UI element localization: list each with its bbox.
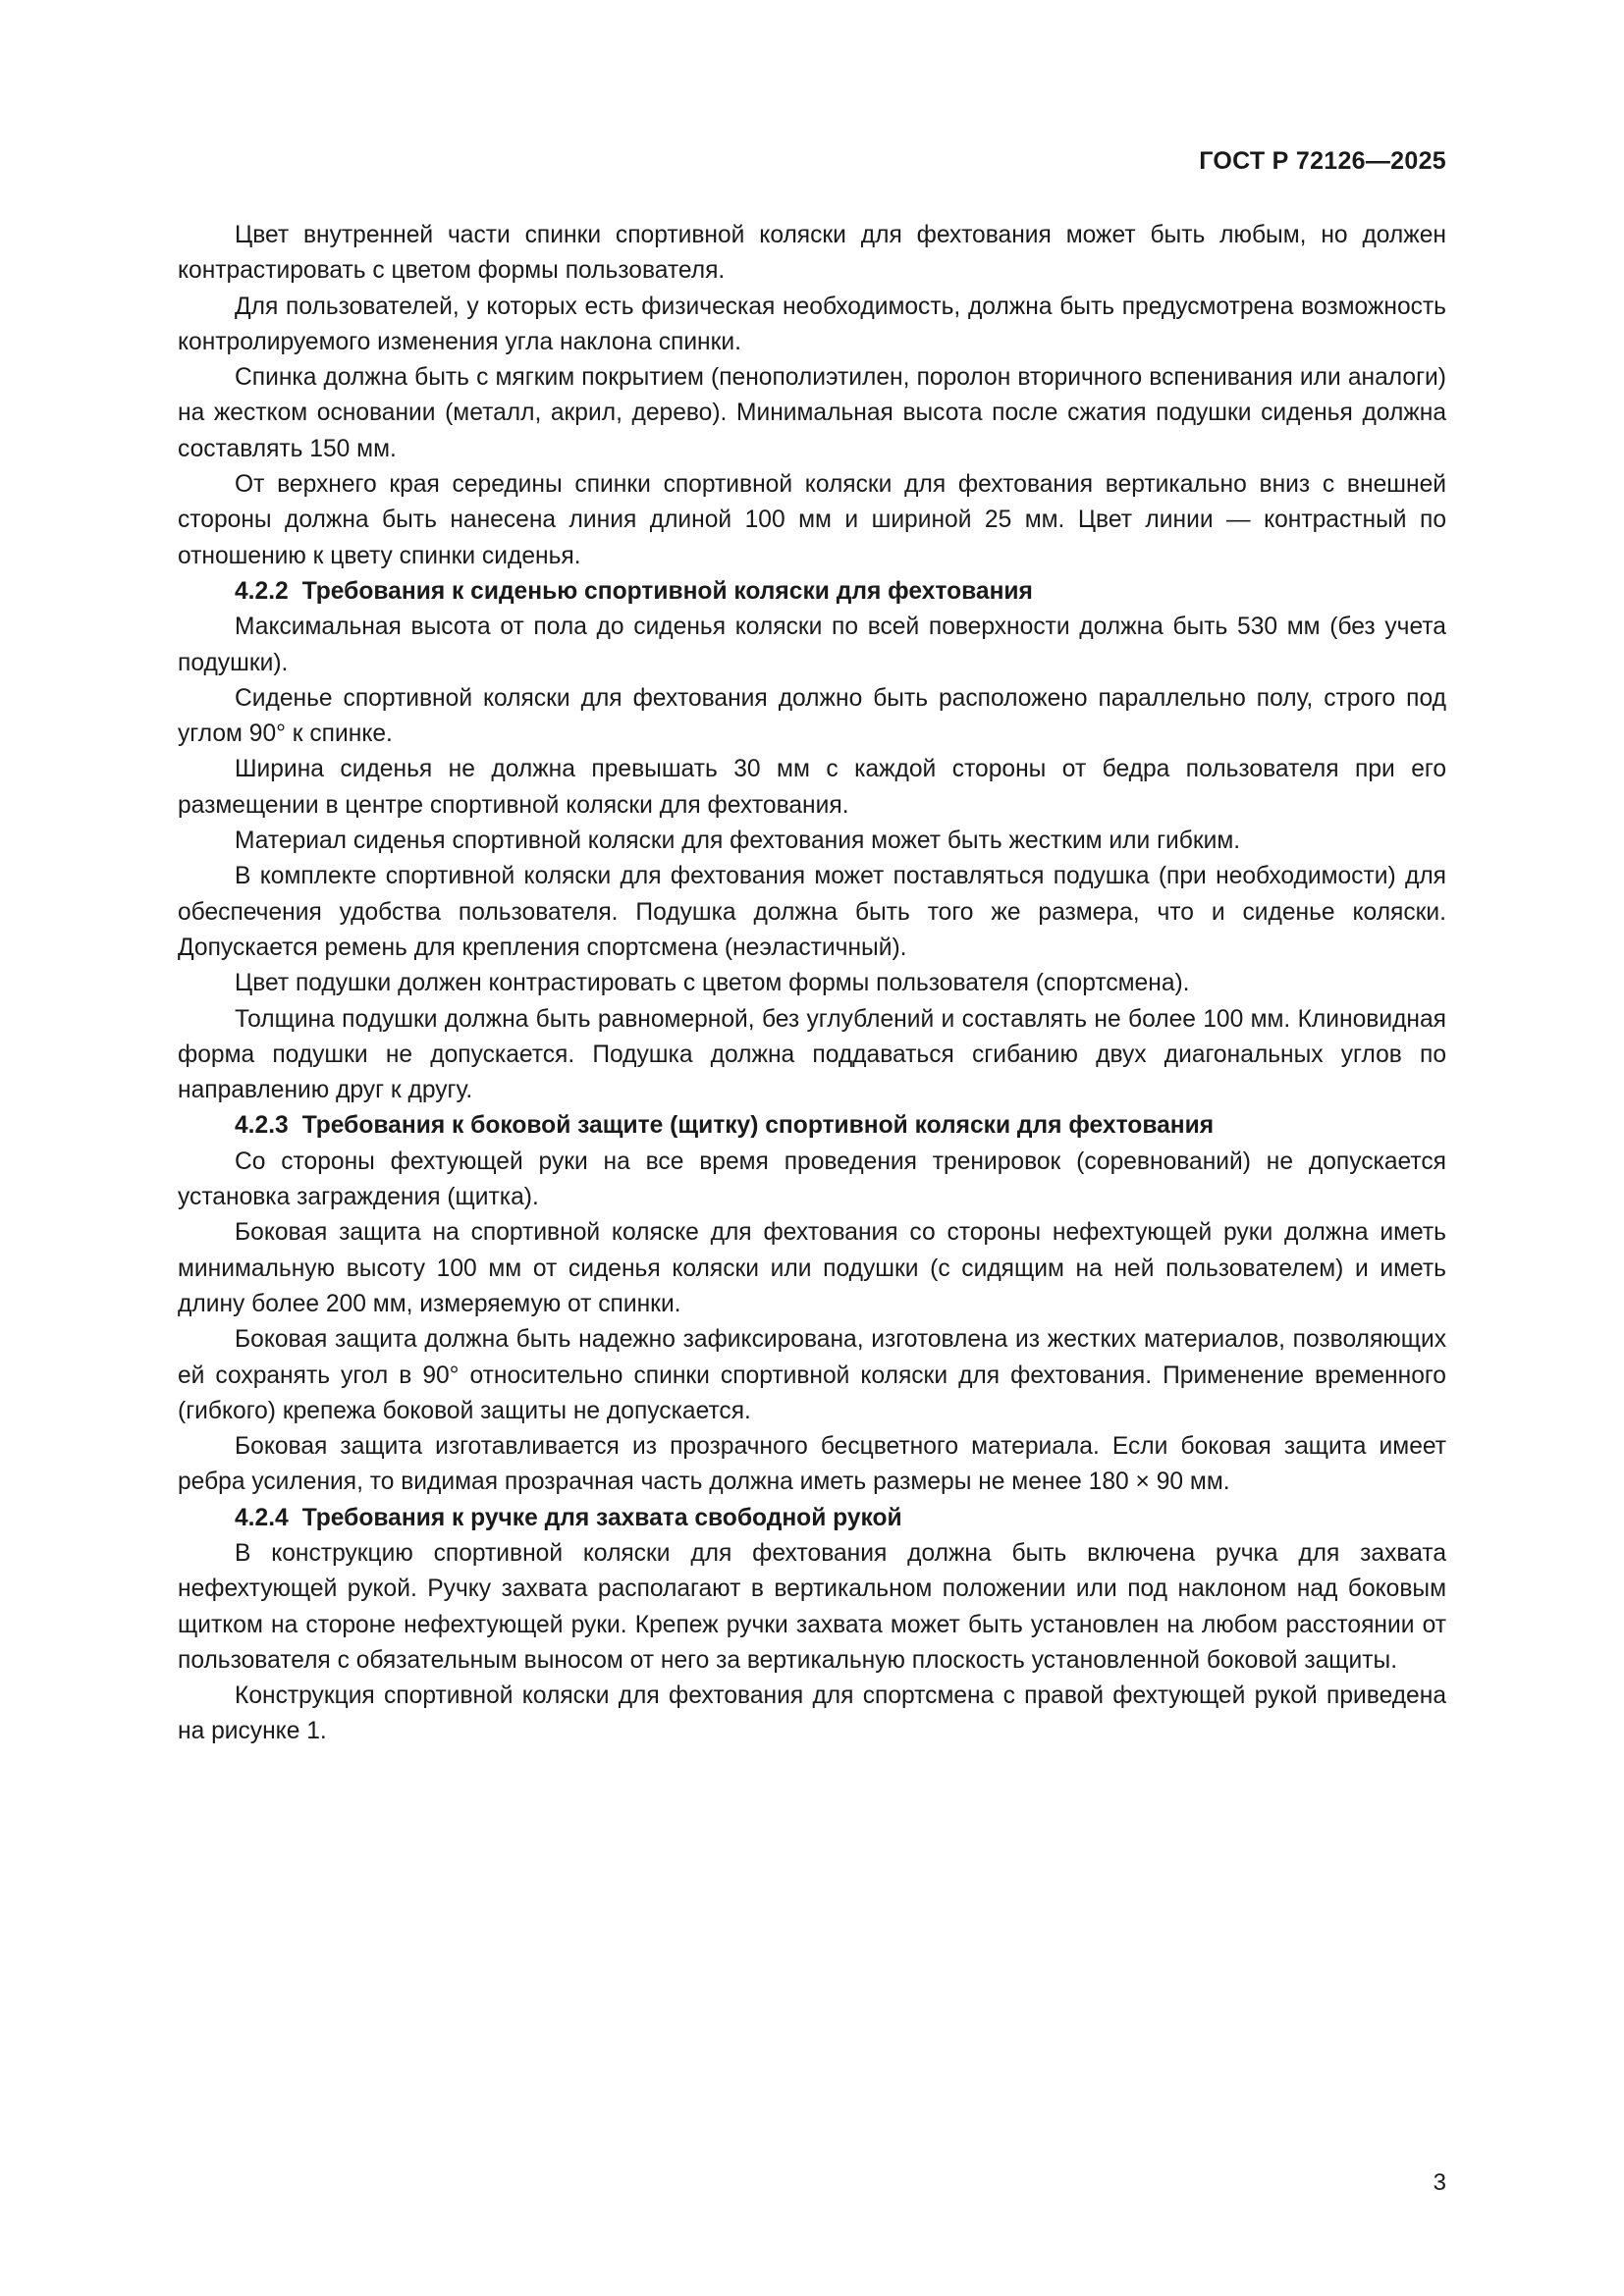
- paragraph: Сиденье спортивной коляски для фехтования должно быть расположено параллельно полу, строго под углом 90° к спинке.: [178, 684, 1446, 748]
- paragraph: Цвет подушки должен контрастировать с цветом формы пользователя (спортсмена).: [235, 970, 1190, 997]
- document-code: ГОСТ Р 72126—2025: [1199, 147, 1446, 175]
- section-heading-4-2-2: [178, 574, 1446, 610]
- paragraph: Спинка должна быть с мягким покрытием (пенополиэтилен, поролон вторичного вспенивания или аналоги) на жестком основании (металл, акрил, дерево). Минимальная высота после сжатия подушки сиденья должна составлять 150 мм.: [178, 364, 1446, 462]
- paragraph: Ширина сиденья не должна превышать 30 мм с каждой стороны от бедра пользователя при его размещении в центре спортивной коляски для фехтования.: [178, 756, 1446, 819]
- document-body: [178, 218, 1446, 1750]
- paragraph: Конструкция спортивной коляски для фехтования для спортсмена с правой фехтующей рукой приведена на рисунке 1.: [178, 1682, 1446, 1745]
- section-number: 4.2.4: [235, 1504, 289, 1531]
- paragraph: Боковая защита должна быть надежно зафиксирована, изготовлена из жестких материалов, позволяющих ей сохранять угол в 90° относительно спинки спортивной коляски для фехтования. Применение временного (гибкого) крепежа боковой защиты не допускается.: [178, 1326, 1446, 1424]
- paragraph: В комплекте спортивной коляски для фехтования может поставляться подушка (при необходимости) для обеспечения удобства пользователя. Подушка должна быть того же размера, что и сиденье коляски. Допускается ремень для крепления спортсмена (неэластичный).: [178, 863, 1446, 961]
- section-title: Требования к боковой защите (щитку) спортивной коляски для фехтования: [301, 1112, 1215, 1140]
- paragraph: Боковая защита на спортивной коляске для фехтования со стороны нефехтующей руки должна иметь минимальную высоту 100 мм от сиденья коляски или подушки (с сидящим на ней пользователем) и иметь длину более 200 мм, измеряемую от спинки.: [178, 1219, 1446, 1317]
- paragraph: От верхнего края середины спинки спортивной коляски для фехтования вертикально вниз с внешней стороны должна быть нанесена линия длиной 100 мм и шириной 25 мм. Цвет линии — контрастный по отношению к цвету спинки сиденья.: [178, 471, 1446, 569]
- paragraph: Максимальная высота от пола до сиденья коляски по всей поверхности должна быть 530 мм (без учета подушки).: [178, 614, 1446, 676]
- section-title: Требования к ручке для захвата свободной рукой: [301, 1504, 902, 1531]
- section-title: Требования к сиденью спортивной коляски для фехтования: [301, 577, 1033, 605]
- paragraph: Толщина подушки должна быть равномерной, без углублений и составлять не более 100 мм. Клиновидная форма подушки не допускается. Подушка должна поддаваться сгибанию двух диагональных углов по направлению друг к другу.: [178, 1005, 1446, 1104]
- section-heading-4-2-3: [178, 1108, 1446, 1144]
- section-heading-4-2-4: [178, 1501, 1446, 1536]
- page-number: 3: [1433, 2169, 1446, 2196]
- paragraph: Боковая защита изготавливается из прозрачного бесцветного материала. Если боковая защита имеет ребра усиления, то видимая прозрачная часть должна иметь размеры не менее 180 × 90 мм.: [178, 1433, 1446, 1496]
- paragraph: В конструкцию спортивной коляски для фехтования должна быть включена ручка для захвата нефехтующей рукой. Ручку захвата располагают в вертикальном положении или под наклоном над боковым щитком на стороне нефехтующей руки. Крепеж ручки захвата может быть установлен на любом расстоянии от пользователя с обязательным выносом от него за вертикальную плоскость установленной боковой защиты.: [178, 1539, 1446, 1674]
- paragraph: Материал сиденья спортивной коляски для фехтования может быть жестким или гибким.: [235, 828, 1241, 855]
- paragraph: Для пользователей, у которых есть физическая необходимость, должна быть предусмотрена возможность контролируемого изменения угла наклона спинки.: [178, 293, 1446, 355]
- section-number: 4.2.2: [235, 577, 289, 605]
- paragraph: Цвет внутренней части спинки спортивной коляски для фехтования может быть любым, но должен контрастировать с цветом формы пользователя.: [178, 222, 1446, 285]
- paragraph: Со стороны фехтующей руки на все время проведения тренировок (соревнований) не допускается установка заграждения (щитка).: [178, 1148, 1446, 1211]
- section-number: 4.2.3: [235, 1112, 289, 1140]
